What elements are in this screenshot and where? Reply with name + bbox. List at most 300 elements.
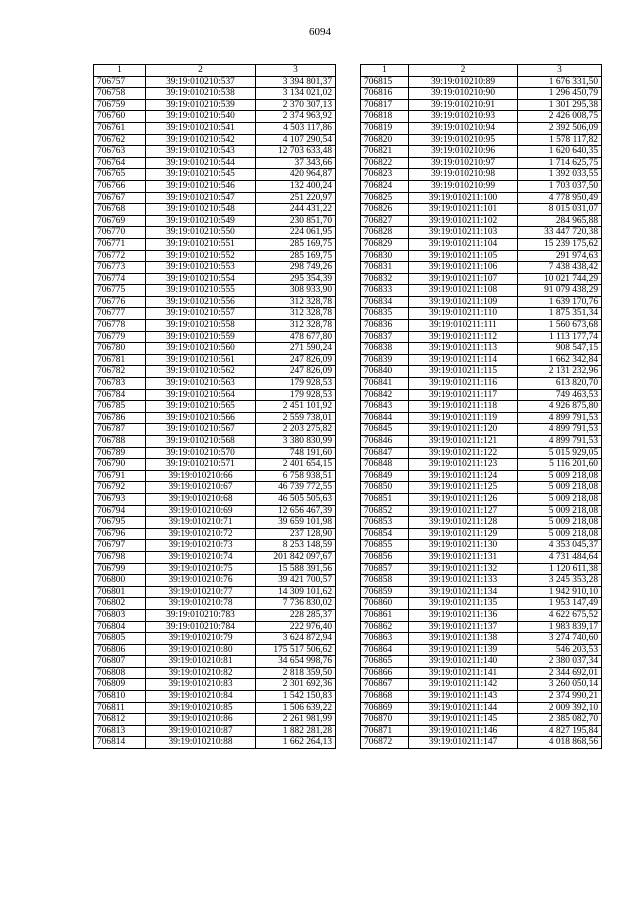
cadastral-number-cell: 39:19:010210:99: [409, 180, 518, 192]
value-cell: 2 401 654,15: [256, 459, 336, 471]
value-cell: 295 354,39: [256, 273, 336, 285]
cadastral-number-cell: 39:19:010211:114: [409, 354, 518, 366]
value-cell: 613 820,70: [518, 378, 602, 390]
value-cell: 4 018 868,56: [518, 737, 602, 749]
table-row: [361, 262, 602, 274]
table-row: [94, 343, 336, 355]
row-number-cell: 706853: [361, 517, 409, 529]
value-cell: 15 588 391,56: [256, 563, 336, 575]
value-cell: 2 261 981,99: [256, 714, 336, 726]
left-table-body: [94, 76, 336, 748]
column-header: 2: [146, 65, 256, 77]
row-number-cell: 706759: [94, 99, 146, 111]
value-cell: 3 134 021,02: [256, 88, 336, 100]
row-number-cell: 706821: [361, 146, 409, 158]
table-row: [94, 679, 336, 691]
cadastral-number-cell: 39:19:010210:551: [146, 238, 256, 250]
value-cell: 5 009 218,08: [518, 482, 602, 494]
value-cell: 298 749,26: [256, 262, 336, 274]
cadastral-number-cell: 39:19:010211:141: [409, 667, 518, 679]
table-row: [361, 111, 602, 123]
cadastral-number-cell: 39:19:010211:146: [409, 725, 518, 737]
cadastral-number-cell: 39:19:010211:100: [409, 192, 518, 204]
table-row: [94, 273, 336, 285]
table-row: [94, 366, 336, 378]
cadastral-number-cell: 39:19:010211:138: [409, 633, 518, 645]
row-number-cell: 706839: [361, 354, 409, 366]
row-number-cell: 706836: [361, 320, 409, 332]
cadastral-number-cell: 39:19:010210:77: [146, 586, 256, 598]
row-number-cell: 706849: [361, 470, 409, 482]
row-number-cell: 706852: [361, 505, 409, 517]
value-cell: 5 015 929,05: [518, 447, 602, 459]
value-cell: 3 274 740,60: [518, 633, 602, 645]
value-cell: 5 009 218,08: [518, 493, 602, 505]
cadastral-number-cell: 39:19:010211:142: [409, 679, 518, 691]
row-number-cell: 706776: [94, 296, 146, 308]
table-row: [94, 621, 336, 633]
table-row: [94, 111, 336, 123]
row-number-cell: 706781: [94, 354, 146, 366]
table-row: [94, 296, 336, 308]
table-row: [361, 215, 602, 227]
table-row: [361, 482, 602, 494]
row-number-cell: 706851: [361, 493, 409, 505]
table-row: [94, 656, 336, 668]
value-cell: 2 370 307,13: [256, 99, 336, 111]
row-number-cell: 706827: [361, 215, 409, 227]
value-cell: 12 656 467,39: [256, 505, 336, 517]
table-row: [94, 667, 336, 679]
row-number-cell: 706768: [94, 204, 146, 216]
row-number-cell: 706826: [361, 204, 409, 216]
cadastral-number-cell: 39:19:010210:543: [146, 146, 256, 158]
cadastral-number-cell: 39:19:010210:75: [146, 563, 256, 575]
table-row: [94, 470, 336, 482]
row-number-cell: 706788: [94, 436, 146, 448]
cadastral-number-cell: 39:19:010211:134: [409, 586, 518, 598]
row-number-cell: 706800: [94, 575, 146, 587]
table-row: [94, 598, 336, 610]
cadastral-number-cell: 39:19:010211:130: [409, 540, 518, 552]
cadastral-number-cell: 39:19:010211:135: [409, 598, 518, 610]
cadastral-number-cell: 39:19:010210:542: [146, 134, 256, 146]
row-number-cell: 706829: [361, 238, 409, 250]
table-row: [361, 702, 602, 714]
value-cell: 3 380 830,99: [256, 436, 336, 448]
value-cell: 2 344 692,01: [518, 667, 602, 679]
value-cell: 285 169,75: [256, 250, 336, 262]
left-table: [93, 64, 336, 749]
cadastral-number-cell: 39:19:010211:145: [409, 714, 518, 726]
table-row: [361, 285, 602, 297]
value-cell: 3 394 801,37: [256, 76, 336, 88]
row-number-cell: 706867: [361, 679, 409, 691]
row-number-cell: 706783: [94, 378, 146, 390]
table-row: [361, 691, 602, 703]
table-row: [94, 737, 336, 749]
cadastral-number-cell: 39:19:010211:111: [409, 320, 518, 332]
value-cell: 2 301 692,36: [256, 679, 336, 691]
header-row: [94, 65, 336, 77]
value-cell: 308 933,90: [256, 285, 336, 297]
column-header: 1: [361, 65, 409, 77]
table-row: [361, 238, 602, 250]
table-row: [94, 609, 336, 621]
table-row: [94, 517, 336, 529]
value-cell: 312 328,78: [256, 308, 336, 320]
value-cell: 478 677,80: [256, 331, 336, 343]
value-cell: 34 654 998,76: [256, 656, 336, 668]
value-cell: 1 662 342,84: [518, 354, 602, 366]
table-row: [361, 250, 602, 262]
table-row: [361, 412, 602, 424]
table-row: [361, 76, 602, 88]
table-row: [94, 586, 336, 598]
cadastral-number-cell: 39:19:010210:89: [409, 76, 518, 88]
table-row: [94, 447, 336, 459]
row-number-cell: 706834: [361, 296, 409, 308]
value-cell: 291 974,63: [518, 250, 602, 262]
row-number-cell: 706845: [361, 424, 409, 436]
cadastral-number-cell: 39:19:010211:140: [409, 656, 518, 668]
table-row: [94, 354, 336, 366]
table-row: [361, 714, 602, 726]
row-number-cell: 706871: [361, 725, 409, 737]
value-cell: 3 624 872,94: [256, 633, 336, 645]
cadastral-number-cell: 39:19:010211:123: [409, 459, 518, 471]
cadastral-number-cell: 39:19:010211:113: [409, 343, 518, 355]
table-row: [361, 505, 602, 517]
table-row: [94, 262, 336, 274]
cadastral-number-cell: 39:19:010211:125: [409, 482, 518, 494]
cadastral-number-cell: 39:19:010211:109: [409, 296, 518, 308]
table-row: [94, 238, 336, 250]
value-cell: 1 120 611,38: [518, 563, 602, 575]
cadastral-number-cell: 39:19:010210:783: [146, 609, 256, 621]
cadastral-number-cell: 39:19:010211:108: [409, 285, 518, 297]
row-number-cell: 706818: [361, 111, 409, 123]
table-row: [94, 157, 336, 169]
value-cell: 37 343,66: [256, 157, 336, 169]
cadastral-number-cell: 39:19:010211:116: [409, 378, 518, 390]
row-number-cell: 706868: [361, 691, 409, 703]
cadastral-number-cell: 39:19:010210:87: [146, 725, 256, 737]
row-number-cell: 706835: [361, 308, 409, 320]
value-cell: 222 976,40: [256, 621, 336, 633]
table-row: [361, 575, 602, 587]
row-number-cell: 706825: [361, 192, 409, 204]
cadastral-number-cell: 39:19:010211:137: [409, 621, 518, 633]
table-row: [94, 551, 336, 563]
value-cell: 4 778 950,49: [518, 192, 602, 204]
row-number-cell: 706862: [361, 621, 409, 633]
cadastral-number-cell: 39:19:010210:74: [146, 551, 256, 563]
table-row: [94, 192, 336, 204]
value-cell: 2 374 963,92: [256, 111, 336, 123]
value-cell: 230 851,70: [256, 215, 336, 227]
cadastral-number-cell: 39:19:010210:545: [146, 169, 256, 181]
cadastral-number-cell: 39:19:010210:568: [146, 436, 256, 448]
table-row: [361, 296, 602, 308]
value-cell: 91 079 438,29: [518, 285, 602, 297]
value-cell: 15 239 175,62: [518, 238, 602, 250]
table-row: [361, 343, 602, 355]
value-cell: 312 328,78: [256, 320, 336, 332]
cadastral-number-cell: 39:19:010211:107: [409, 273, 518, 285]
cadastral-number-cell: 39:19:010211:103: [409, 227, 518, 239]
cadastral-number-cell: 39:19:010211:120: [409, 424, 518, 436]
row-number-cell: 706771: [94, 238, 146, 250]
cadastral-number-cell: 39:19:010210:547: [146, 192, 256, 204]
table-row: [361, 320, 602, 332]
row-number-cell: 706794: [94, 505, 146, 517]
row-number-cell: 706801: [94, 586, 146, 598]
table-row: [94, 493, 336, 505]
row-number-cell: 706811: [94, 702, 146, 714]
table-row: [361, 146, 602, 158]
table-row: [361, 644, 602, 656]
cadastral-number-cell: 39:19:010211:122: [409, 447, 518, 459]
table-row: [94, 169, 336, 181]
cadastral-number-cell: 39:19:010211:110: [409, 308, 518, 320]
cadastral-number-cell: 39:19:010211:126: [409, 493, 518, 505]
cadastral-number-cell: 39:19:010210:71: [146, 517, 256, 529]
cadastral-number-cell: 39:19:010210:97: [409, 157, 518, 169]
row-number-cell: 706841: [361, 378, 409, 390]
cadastral-number-cell: 39:19:010210:82: [146, 667, 256, 679]
value-cell: 224 061,95: [256, 227, 336, 239]
cadastral-number-cell: 39:19:010210:537: [146, 76, 256, 88]
cadastral-number-cell: 39:19:010210:561: [146, 354, 256, 366]
value-cell: 2 451 101,92: [256, 401, 336, 413]
value-cell: 2 818 359,50: [256, 667, 336, 679]
value-cell: 179 928,53: [256, 389, 336, 401]
row-number-cell: 706791: [94, 470, 146, 482]
row-number-cell: 706784: [94, 389, 146, 401]
row-number-cell: 706808: [94, 667, 146, 679]
cadastral-number-cell: 39:19:010210:80: [146, 644, 256, 656]
table-row: [361, 273, 602, 285]
cadastral-number-cell: 39:19:010210:88: [146, 737, 256, 749]
cadastral-number-cell: 39:19:010210:570: [146, 447, 256, 459]
row-number-cell: 706805: [94, 633, 146, 645]
right-table: [360, 64, 602, 749]
cadastral-number-cell: 39:19:010211:102: [409, 215, 518, 227]
row-number-cell: 706798: [94, 551, 146, 563]
cadastral-number-cell: 39:19:010211:112: [409, 331, 518, 343]
row-number-cell: 706850: [361, 482, 409, 494]
value-cell: 3 260 050,14: [518, 679, 602, 691]
value-cell: 251 220,97: [256, 192, 336, 204]
row-number-cell: 706779: [94, 331, 146, 343]
cadastral-number-cell: 39:19:010211:144: [409, 702, 518, 714]
cadastral-number-cell: 39:19:010210:96: [409, 146, 518, 158]
cadastral-number-cell: 39:19:010211:129: [409, 528, 518, 540]
table-row: [94, 575, 336, 587]
value-cell: 1 113 177,74: [518, 331, 602, 343]
value-cell: 4 926 875,80: [518, 401, 602, 413]
value-cell: 237 128,90: [256, 528, 336, 540]
value-cell: 1 560 673,68: [518, 320, 602, 332]
value-cell: 12 703 633,48: [256, 146, 336, 158]
cadastral-number-cell: 39:19:010210:563: [146, 378, 256, 390]
table-row: [94, 644, 336, 656]
value-cell: 2 426 008,75: [518, 111, 602, 123]
row-number-cell: 706796: [94, 528, 146, 540]
table-row: [361, 378, 602, 390]
table-row: [94, 459, 336, 471]
cadastral-number-cell: 39:19:010211:104: [409, 238, 518, 250]
row-number-cell: 706780: [94, 343, 146, 355]
value-cell: 3 245 353,28: [518, 575, 602, 587]
cadastral-number-cell: 39:19:010210:546: [146, 180, 256, 192]
table-row: [94, 633, 336, 645]
cadastral-number-cell: 39:19:010210:555: [146, 285, 256, 297]
row-number-cell: 706816: [361, 88, 409, 100]
row-number-cell: 706856: [361, 551, 409, 563]
cadastral-number-cell: 39:19:010210:544: [146, 157, 256, 169]
value-cell: 1 301 295,38: [518, 99, 602, 111]
table-row: [94, 146, 336, 158]
cadastral-number-cell: 39:19:010211:105: [409, 250, 518, 262]
value-cell: 1 875 351,34: [518, 308, 602, 320]
value-cell: 1 676 331,50: [518, 76, 602, 88]
cadastral-number-cell: 39:19:010210:540: [146, 111, 256, 123]
value-cell: 46 505 505,63: [256, 493, 336, 505]
table-row: [361, 99, 602, 111]
cadastral-number-cell: 39:19:010210:67: [146, 482, 256, 494]
value-cell: 4 107 290,54: [256, 134, 336, 146]
value-cell: 7 438 438,42: [518, 262, 602, 274]
value-cell: 4 503 117,86: [256, 122, 336, 134]
value-cell: 908 547,15: [518, 343, 602, 355]
cadastral-number-cell: 39:19:010211:133: [409, 575, 518, 587]
cadastral-number-cell: 39:19:010210:550: [146, 227, 256, 239]
table-row: [94, 227, 336, 239]
row-number-cell: 706757: [94, 76, 146, 88]
row-number-cell: 706823: [361, 169, 409, 181]
row-number-cell: 706769: [94, 215, 146, 227]
row-number-cell: 706809: [94, 679, 146, 691]
table-row: [361, 563, 602, 575]
table-row: [361, 621, 602, 633]
cadastral-number-cell: 39:19:010211:127: [409, 505, 518, 517]
table-row: [94, 331, 336, 343]
cadastral-number-cell: 39:19:010210:79: [146, 633, 256, 645]
value-cell: 4 899 791,53: [518, 412, 602, 424]
row-number-cell: 706767: [94, 192, 146, 204]
cadastral-number-cell: 39:19:010210:94: [409, 122, 518, 134]
row-number-cell: 706812: [94, 714, 146, 726]
row-number-cell: 706830: [361, 250, 409, 262]
value-cell: 1 620 640,35: [518, 146, 602, 158]
value-cell: 1 506 639,22: [256, 702, 336, 714]
row-number-cell: 706764: [94, 157, 146, 169]
row-number-cell: 706787: [94, 424, 146, 436]
cadastral-number-cell: 39:19:010210:91: [409, 99, 518, 111]
row-number-cell: 706858: [361, 575, 409, 587]
row-number-cell: 706807: [94, 656, 146, 668]
value-cell: 2 392 506,09: [518, 122, 602, 134]
table-row: [94, 378, 336, 390]
value-cell: 1 714 625,75: [518, 157, 602, 169]
table-row: [94, 714, 336, 726]
value-cell: 5 009 218,08: [518, 470, 602, 482]
row-number-cell: 706806: [94, 644, 146, 656]
table-row: [361, 436, 602, 448]
cadastral-number-cell: 39:19:010210:559: [146, 331, 256, 343]
row-number-cell: 706872: [361, 737, 409, 749]
cadastral-number-cell: 39:19:010210:66: [146, 470, 256, 482]
row-number-cell: 706869: [361, 702, 409, 714]
row-number-cell: 706761: [94, 122, 146, 134]
table-row: [361, 366, 602, 378]
table-row: [361, 227, 602, 239]
table-row: [94, 424, 336, 436]
table-row: [94, 702, 336, 714]
value-cell: 1 882 281,28: [256, 725, 336, 737]
cadastral-number-cell: 39:19:010210:538: [146, 88, 256, 100]
row-number-cell: 706820: [361, 134, 409, 146]
value-cell: 244 431,22: [256, 204, 336, 216]
row-number-cell: 706786: [94, 412, 146, 424]
table-row: [361, 134, 602, 146]
table-row: [94, 122, 336, 134]
row-number-cell: 706770: [94, 227, 146, 239]
cadastral-number-cell: 39:19:010210:558: [146, 320, 256, 332]
row-number-cell: 706793: [94, 493, 146, 505]
value-cell: 4 353 045,37: [518, 540, 602, 552]
value-cell: 4 731 484,64: [518, 551, 602, 563]
value-cell: 175 517 506,62: [256, 644, 336, 656]
value-cell: 2 203 275,82: [256, 424, 336, 436]
row-number-cell: 706765: [94, 169, 146, 181]
value-cell: 2 559 738,01: [256, 412, 336, 424]
cadastral-number-cell: 39:19:010211:132: [409, 563, 518, 575]
header-row: [361, 65, 602, 77]
row-number-cell: 706861: [361, 609, 409, 621]
cadastral-number-cell: 39:19:010211:147: [409, 737, 518, 749]
table-row: [361, 204, 602, 216]
table-row: [94, 88, 336, 100]
cadastral-number-cell: 39:19:010210:567: [146, 424, 256, 436]
cadastral-number-cell: 39:19:010210:86: [146, 714, 256, 726]
cadastral-number-cell: 39:19:010211:115: [409, 366, 518, 378]
column-header: 1: [94, 65, 146, 77]
table-row: [361, 308, 602, 320]
cadastral-number-cell: 39:19:010210:81: [146, 656, 256, 668]
table-row: [361, 609, 602, 621]
value-cell: 179 928,53: [256, 378, 336, 390]
column-header: 3: [518, 65, 602, 77]
column-header: 2: [409, 65, 518, 77]
cadastral-number-cell: 39:19:010210:541: [146, 122, 256, 134]
row-number-cell: 706838: [361, 343, 409, 355]
value-cell: 4 899 791,53: [518, 436, 602, 448]
value-cell: 1 542 150,83: [256, 691, 336, 703]
table-row: [361, 493, 602, 505]
table-row: [94, 482, 336, 494]
table-row: [361, 447, 602, 459]
table-row: [361, 331, 602, 343]
value-cell: 247 826,09: [256, 366, 336, 378]
table-row: [361, 180, 602, 192]
value-cell: 228 285,37: [256, 609, 336, 621]
cadastral-number-cell: 39:19:010210:552: [146, 250, 256, 262]
value-cell: 201 842 097,67: [256, 551, 336, 563]
row-number-cell: 706813: [94, 725, 146, 737]
